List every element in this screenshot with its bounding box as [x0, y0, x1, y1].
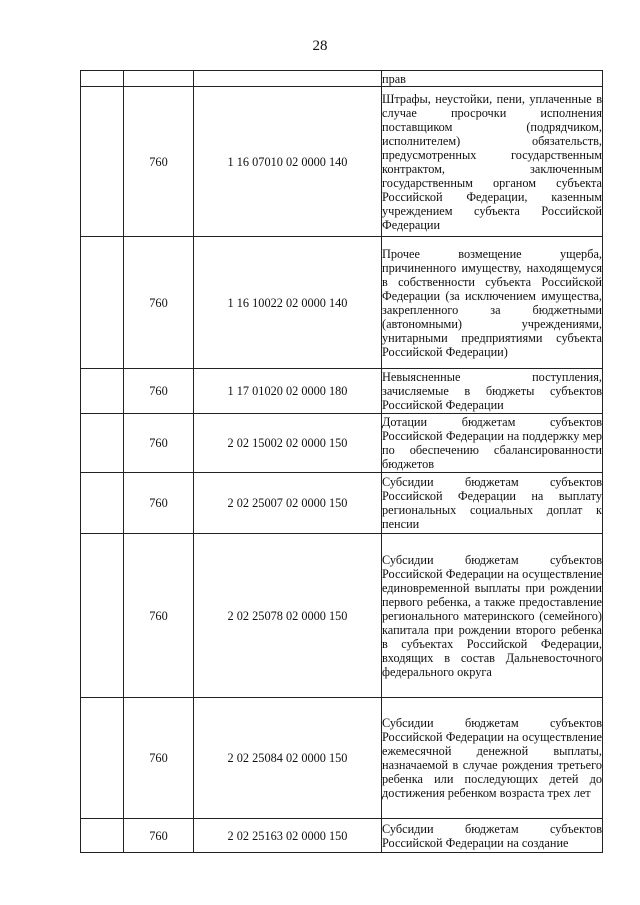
revenue-code-cell [194, 71, 382, 87]
table-row [81, 237, 603, 369]
table-row [81, 414, 603, 473]
table-row [81, 369, 603, 414]
blank-cell [81, 534, 124, 698]
table-row [81, 473, 603, 534]
blank-cell [81, 414, 124, 473]
revenue-code-cell: 2 02 25163 02 0000 150 [194, 819, 382, 853]
admin-code-cell: 760 [124, 698, 194, 819]
blank-cell [81, 819, 124, 853]
table-row [81, 698, 603, 819]
revenue-code-cell: 1 17 01020 02 0000 180 [194, 369, 382, 414]
blank-cell [81, 473, 124, 534]
revenue-code-cell: 1 16 10022 02 0000 140 [194, 237, 382, 369]
revenue-name-text: Субсидии бюджетам субъектов Российской Федерации на осуществление ежемесячной денежной выплаты, назначаемой в случае рождения третьего ребенка или последующих детей до достижения ребенком возраста трех лет [382, 716, 602, 800]
blank-cell [81, 698, 124, 819]
revenue-name-text: Дотации бюджетам субъектов Российской Федерации на поддержку мер по обеспечению сбалансированности бюджетов [382, 415, 602, 471]
table-row [81, 819, 603, 853]
blank-cell [81, 369, 124, 414]
revenue-name-cell [382, 369, 603, 414]
revenue-code-cell: 2 02 15002 02 0000 150 [194, 414, 382, 473]
revenue-name-text: Субсидии бюджетам субъектов Российской Федерации на создание [382, 821, 602, 850]
revenue-name-text: Штрафы, неустойки, пени, уплаченные в случае просрочки исполнения поставщиком (подрядчиком, исполнителем) обязательств, предусмотренных государственным контрактом, заключенным государственным органом субъекта Российской Федерации, казенным учреждением субъекта Российской Федерации [382, 91, 602, 232]
revenue-code-cell: 2 02 25007 02 0000 150 [194, 473, 382, 534]
revenue-name-cell [382, 71, 603, 87]
revenue-code-cell: 1 16 07010 02 0000 140 [194, 87, 382, 237]
revenue-name-cell [382, 534, 603, 698]
revenue-code-cell: 2 02 25078 02 0000 150 [194, 534, 382, 698]
budget-revenue-table [80, 70, 603, 853]
admin-code-cell: 760 [124, 819, 194, 853]
revenue-name-text: Невыясненные поступления, зачисляемые в бюджеты субъектов Российской Федерации [382, 370, 602, 412]
table-row [81, 71, 603, 87]
revenue-code-cell: 2 02 25084 02 0000 150 [194, 698, 382, 819]
revenue-name-text: Прочее возмещение ущерба, причиненного имуществу, находящемуся в собственности субъекта Российской Федерации (за исключением имущества, закрепленного за бюджетными (автономными) учреждениями, унитарными предприятиями субъекта Российской Федерации) [382, 246, 602, 359]
revenue-name-cell [382, 87, 603, 237]
blank-cell [81, 71, 124, 87]
table-row [81, 534, 603, 698]
revenue-name-cell [382, 819, 603, 853]
revenue-name-cell [382, 237, 603, 369]
admin-code-cell: 760 [124, 369, 194, 414]
blank-cell [81, 237, 124, 369]
blank-cell [81, 87, 124, 237]
admin-code-cell: 760 [124, 237, 194, 369]
revenue-name-text: Субсидии бюджетам субъектов Российской Федерации на осуществление единовременной выплаты при рождении первого ребенка, а также предоставление регионального материнского (семейного) капитала при рождении второго ребенка в субъектах Российской Федерации, входящих в состав Дальневосточного федерального округа [382, 552, 602, 679]
revenue-name-cell [382, 414, 603, 473]
revenue-name-text: прав [382, 71, 406, 86]
admin-code-cell: 760 [124, 473, 194, 534]
admin-code-cell: 760 [124, 414, 194, 473]
admin-code-cell: 760 [124, 87, 194, 237]
revenue-name-cell [382, 473, 603, 534]
revenue-name-cell [382, 698, 603, 819]
revenue-name-text: Субсидии бюджетам субъектов Российской Федерации на выплату региональных социальных доплат к пенсии [382, 475, 602, 531]
admin-code-cell: 760 [124, 534, 194, 698]
table-row [81, 87, 603, 237]
page-number: 28 [312, 38, 328, 54]
admin-code-cell [124, 71, 194, 87]
